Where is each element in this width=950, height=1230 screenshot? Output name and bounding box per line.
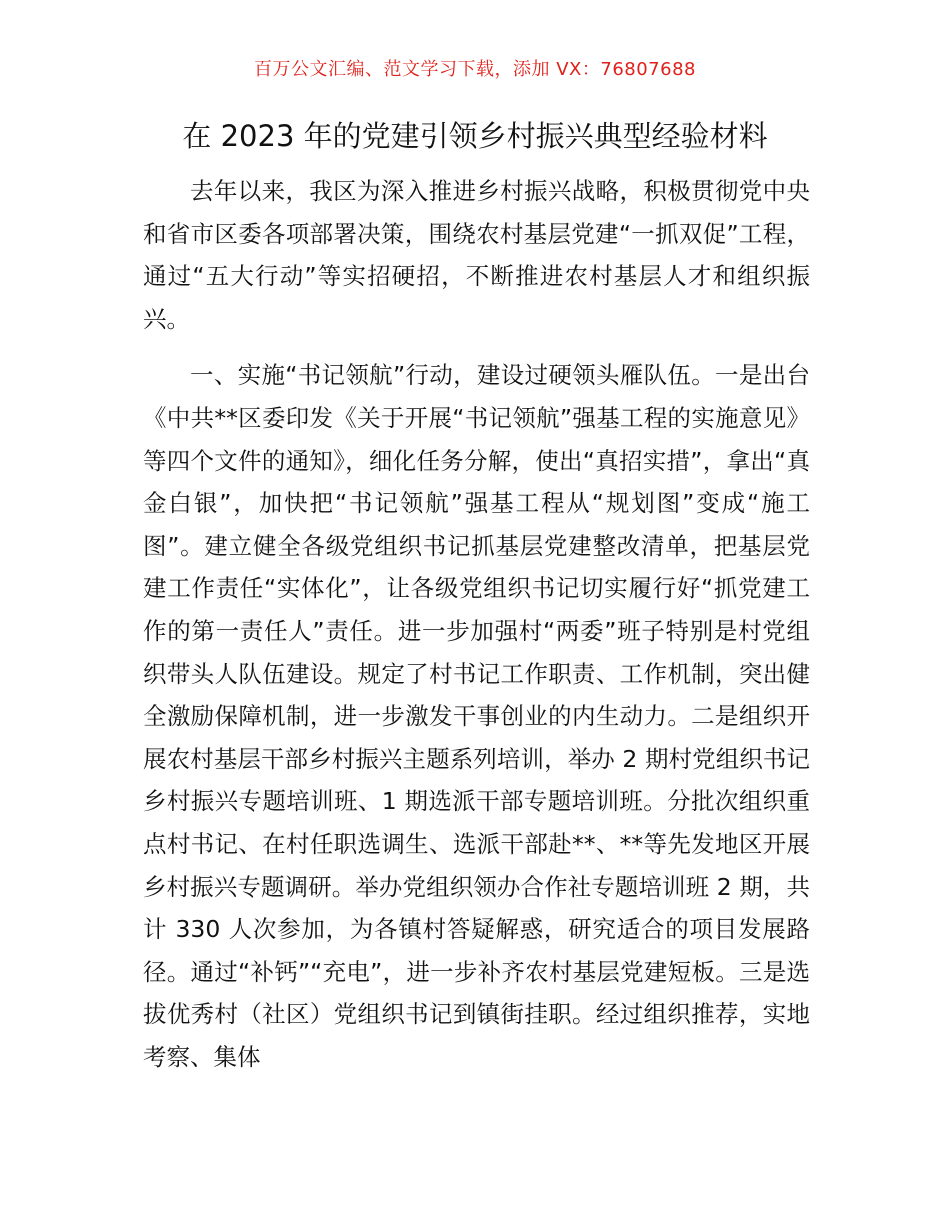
watermark-banner: 百万公文汇编、范文学习下载，添加 VX：76807688 bbox=[254, 59, 696, 80]
section-one-paragraph: 一、实施“书记领航”行动，建设过硬领头雁队伍。一是出台《中共**区委印发《关于开展“书记领航”强基工程的实施意见》等四个文件的通知》，细化任务分解，使出“真招实措”，拿出“真金白银”，加快把“书记领航”强基工程从“规划图”变成“施工图”。建立健全各级党组织书记抓基层党建整改清单，把基层党建工作责任“实体化”，让各级党组织书记切实履行好“抓党建工作的第一责任人”责任。进一步加强村“两委”班子特别是村党组织带头人队伍建设。规定了村书记工作职责、工作机制，突出健全激励保障机制，进一步激发干事创业的内生动力。二是组织开展农村基层干部乡村振兴主题系列培训，举办 2 期村党组织书记乡村振兴专题培训班、1 期选派干部专题培训班。分批次组织重点村书记、在村任职选调生、选派干部赴**、**等先发地区开展乡村振兴专题调研。举办党组织领办合作社专题培训班 2 期，共计 330 人次参加，为各镇村答疑解惑，研究适合的项目发展路径。通过“补钙”“充电”，进一步补齐农村基层党建短板。三是选拔优秀村（社区）党组织书记到镇街挂职。经过组织推荐，实地考察、集体 bbox=[143, 361, 810, 1071]
document-body bbox=[143, 170, 810, 1078]
intro-paragraph: 去年以来，我区为深入推进乡村振兴战略，积极贯彻党中央和省市区委各项部署决策，围绕农村基层党建“一抓双促”工程，通过“五大行动”等实招硬招，不断推进农村基层人才和组织振兴。 bbox=[143, 177, 810, 333]
document-title: 在 2023 年的党建引领乡村振兴典型经验材料 bbox=[182, 119, 768, 153]
